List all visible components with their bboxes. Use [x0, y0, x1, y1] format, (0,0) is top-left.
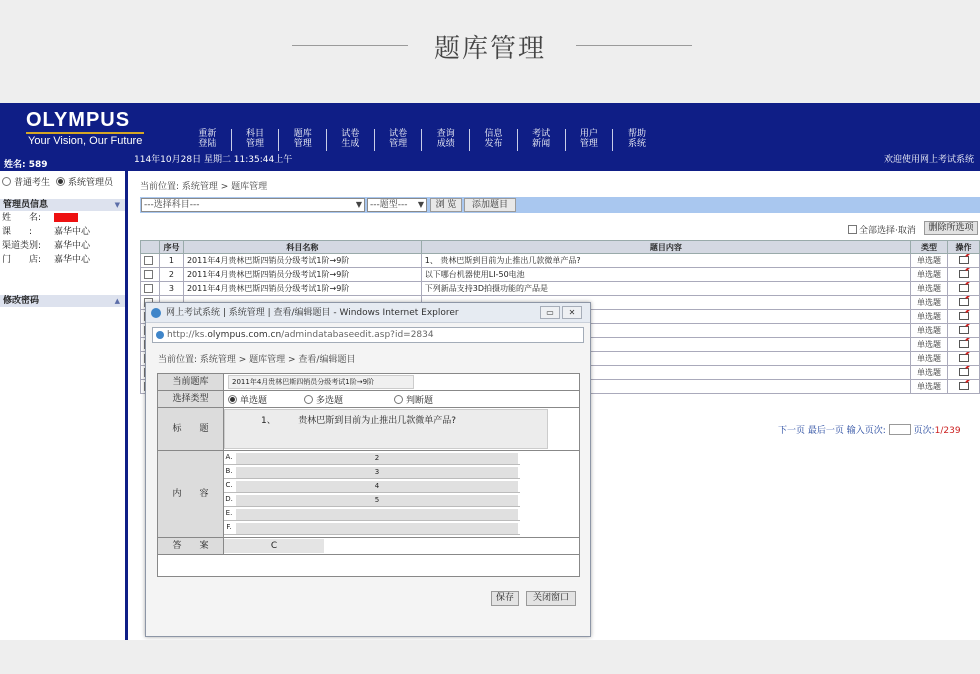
- datetime: 114年10月28日 星期二 11:35:44上午: [134, 155, 293, 165]
- browse-button[interactable]: 浏 览: [430, 198, 462, 212]
- edit-question-window: [145, 302, 591, 637]
- user-name-label: 姓名: 589: [4, 160, 48, 170]
- pager: 下一页 最后一页 输入页次: 页次:1/239: [778, 426, 961, 436]
- question-row: 标 题 1、 贵林巴斯到目前为止推出几款微单产品?: [158, 408, 579, 451]
- ie-icon: [151, 308, 161, 318]
- table-row: 单选题: [141, 310, 980, 324]
- address-bar[interactable]: http://ks.olympus.com.cn/admindatabaseedit.asp?id=2834: [152, 327, 584, 343]
- next-page-link[interactable]: 下一页: [778, 426, 806, 436]
- field-label: 渠道类别:: [2, 241, 42, 251]
- field-value: 嘉华中心: [54, 255, 91, 265]
- admin-info-header[interactable]: 管理员信息 ▼: [0, 199, 125, 211]
- radio-checked-icon: [56, 177, 65, 186]
- edit-icon[interactable]: [959, 284, 969, 292]
- bank-row: 当前题库 2011年4月贵林巴斯四销员分级考试1阶→9阶: [158, 374, 579, 391]
- nav-paper-manage[interactable]: 试卷 管理: [375, 129, 423, 151]
- edit-icon[interactable]: [959, 354, 969, 362]
- nav-help[interactable]: 帮助 系统: [628, 129, 647, 149]
- checkbox-icon[interactable]: [144, 256, 153, 265]
- edit-icon[interactable]: [959, 326, 969, 334]
- table-header-row: 序号 科目名称 题目内容 类型 操作: [141, 241, 980, 254]
- radio-icon: [394, 395, 403, 404]
- nav-relogin[interactable]: 重新 登陆: [184, 129, 232, 151]
- type-select[interactable]: ---题型--- ▼: [367, 198, 427, 212]
- checkbox-icon: [848, 225, 857, 234]
- save-button[interactable]: 保存: [491, 591, 519, 606]
- edit-icon[interactable]: [959, 368, 969, 376]
- type-radio-multi[interactable]: 多选题: [304, 393, 343, 406]
- close-window-button[interactable]: 关闭窗口: [526, 591, 576, 606]
- banner-title: 题库管理: [433, 34, 546, 64]
- checkbox-icon[interactable]: [144, 270, 153, 279]
- cancel-link[interactable]: 取消: [897, 226, 916, 236]
- nav-subject-manage[interactable]: 科目 管理: [232, 129, 280, 151]
- field-label: 课 :: [2, 227, 33, 237]
- dropdown-arrow-icon: ▼: [355, 200, 362, 209]
- answer-input[interactable]: C: [224, 539, 324, 553]
- answer-row: 答 案 C: [158, 538, 579, 555]
- radio-checked-icon: [228, 395, 237, 404]
- field-value: 嘉华中心: [54, 227, 91, 237]
- table-row: 单选题: [141, 296, 980, 310]
- option-e[interactable]: E.: [224, 509, 520, 521]
- nav-question-bank[interactable]: 题库 管理: [279, 129, 327, 151]
- field-label: 姓 名:: [2, 213, 42, 223]
- app-header: [0, 103, 980, 171]
- nav-paper-generate[interactable]: 试卷 生成: [327, 129, 375, 151]
- change-password-header[interactable]: 修改密码 ▲: [0, 295, 125, 307]
- banner-left-rule: [292, 45, 408, 46]
- table-row: 单选题: [141, 366, 980, 380]
- window-titlebar: 网上考试系统 | 系统管理 | 查看/编辑题目 - Windows Internet Explorer ▭ ✕: [146, 303, 590, 323]
- edit-icon[interactable]: [959, 312, 969, 320]
- option-a[interactable]: A. 2: [224, 453, 520, 465]
- role-student-radio[interactable]: 普通考生: [2, 175, 50, 188]
- type-row: 选择类型 单选题 多选题 判断题: [158, 391, 579, 408]
- add-question-button[interactable]: 添加题目: [464, 198, 516, 212]
- subject-select[interactable]: ---选择科目--- ▼: [141, 198, 365, 212]
- page-input[interactable]: [889, 424, 911, 435]
- chevron-down-icon: ▼: [114, 201, 120, 209]
- edit-icon[interactable]: [959, 382, 969, 390]
- radio-icon: [2, 177, 11, 186]
- ie-icon: [156, 331, 164, 339]
- nav-exam-news[interactable]: 考试 新闻: [518, 129, 566, 151]
- sidebar: [0, 171, 128, 640]
- banner-right-rule: [576, 45, 692, 46]
- option-d[interactable]: D. 5: [224, 495, 520, 507]
- banner: [0, 0, 980, 100]
- chevron-up-icon: ▲: [114, 297, 120, 305]
- option-c[interactable]: C. 4: [224, 481, 520, 493]
- content-row: 内 容 A. 2 B. 3 C. 4 D. 5 E. F.: [158, 451, 579, 538]
- main-nav: [184, 129, 661, 151]
- question-textarea[interactable]: 1、 贵林巴斯到目前为止推出几款微单产品?: [224, 409, 548, 449]
- table-row: 2 2011年4月贵林巴斯四销员分级考试1阶→9阶 以下哪台机器使用LI-50电池 单选题: [141, 268, 980, 282]
- filter-bar: [140, 197, 980, 213]
- table-row: 单选题: [141, 380, 980, 394]
- redacted-name: [54, 213, 78, 222]
- select-all[interactable]: 全部选择·取消: [848, 223, 916, 236]
- last-page-link[interactable]: 最后一页: [807, 426, 844, 436]
- nav-query-scores[interactable]: 查询 成绩: [422, 129, 470, 151]
- type-radio-single[interactable]: 单选题: [228, 393, 267, 406]
- option-b[interactable]: B. 3: [224, 467, 520, 479]
- field-value: 嘉华中心: [54, 241, 91, 251]
- bank-value: 2011年4月贵林巴斯四销员分级考试1阶→9阶: [228, 375, 414, 389]
- table-row: 单选题: [141, 352, 980, 366]
- role-selector: [2, 175, 113, 188]
- dropdown-arrow-icon: ▼: [417, 200, 424, 209]
- role-admin-radio[interactable]: 系统管理员: [56, 175, 113, 188]
- table-row: 单选题: [141, 338, 980, 352]
- edit-icon[interactable]: [959, 256, 969, 264]
- page-count: 1/239: [934, 426, 961, 436]
- popup-breadcrumb: 当前位置: 系统管理 > 题库管理 > 查看/编辑题目: [158, 355, 356, 365]
- type-radio-judge[interactable]: 判断题: [394, 393, 433, 406]
- radio-icon: [304, 395, 313, 404]
- restore-icon[interactable]: ▭: [540, 306, 560, 319]
- welcome-text: 欢迎使用网上考试系统: [883, 155, 974, 165]
- table-row: 3 2011年4月贵林巴斯四销员分级考试1阶→9阶 下列新品支持3D拍摄功能的产品是 单选题: [141, 282, 980, 296]
- delete-selected-button[interactable]: 删除所选项: [924, 221, 978, 235]
- slogan: Your Vision, Our Future: [28, 135, 143, 147]
- nav-user-manage[interactable]: 用户 管理: [566, 129, 614, 151]
- close-icon[interactable]: ✕: [562, 306, 582, 319]
- olympus-logo: OLYMPUS: [26, 109, 131, 131]
- breadcrumb: 当前位置: 系统管理 > 题库管理: [140, 182, 268, 192]
- field-label: 门 店:: [2, 255, 42, 265]
- app-screenshot: [0, 103, 980, 640]
- edit-icon[interactable]: [959, 270, 969, 278]
- checkbox-icon[interactable]: [144, 284, 153, 293]
- option-f[interactable]: F.: [224, 523, 520, 535]
- edit-icon[interactable]: [959, 340, 969, 348]
- table-row: 单选题: [141, 324, 980, 338]
- nav-publish-info[interactable]: 信息 发布: [470, 129, 518, 151]
- edit-icon[interactable]: [959, 298, 969, 306]
- table-row: 1 2011年4月贵林巴斯四销员分级考试1阶→9阶 1、 贵林巴斯到目前为止推出几款微单产品? 单选题: [141, 254, 980, 268]
- logo-underline: [26, 132, 144, 134]
- admin-info-panel: [2, 211, 90, 267]
- edit-form: [157, 373, 580, 577]
